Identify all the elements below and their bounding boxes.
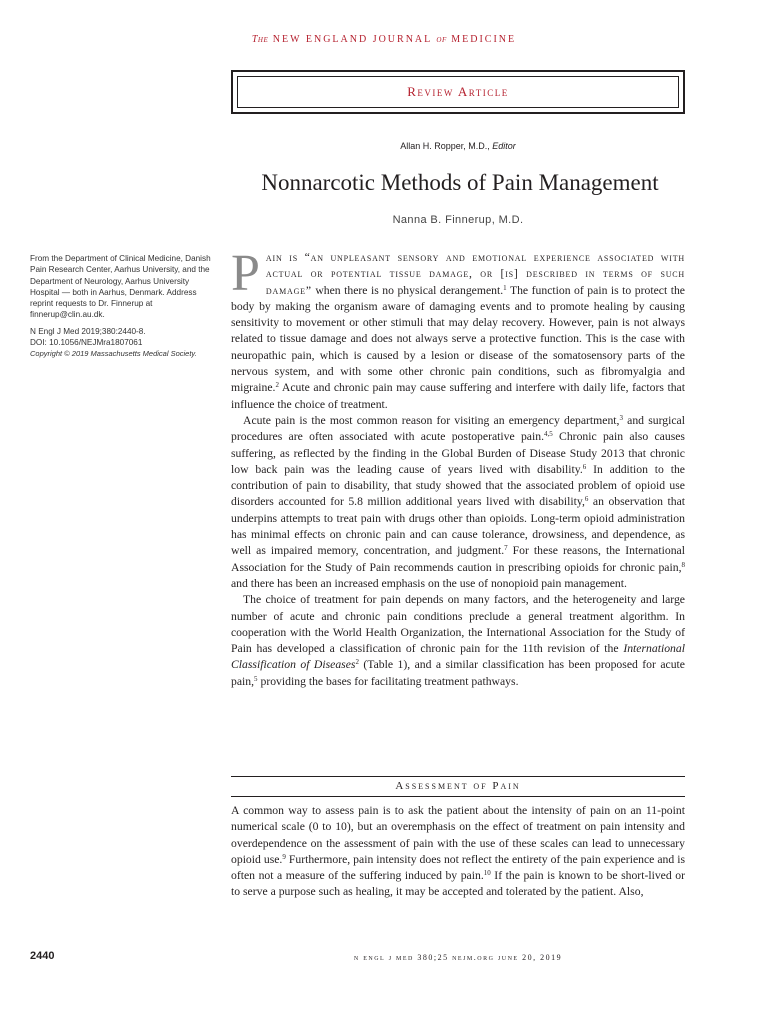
reference-link[interactable]: 3 (619, 413, 623, 422)
reference-link[interactable]: 2 (275, 381, 279, 390)
copyright-text: Copyright © 2019 Massachusetts Medical Society. (30, 349, 197, 359)
reference-link[interactable]: 2 (355, 658, 359, 667)
running-footer: n engl j med 380;25 nejm.org june 20, 2019 (353, 953, 563, 962)
journal-name-end: MEDICINE (451, 34, 517, 45)
article-author: Nanna B. Finnerup, M.D. (392, 214, 524, 226)
reference-link[interactable]: 7 (504, 544, 508, 553)
reference-link[interactable]: 9 (282, 852, 286, 861)
journal-of: of (436, 34, 447, 45)
author-affiliation-sidebar (30, 253, 212, 360)
article-body (231, 245, 685, 690)
reference-link[interactable]: 6 (582, 462, 587, 471)
editor-role: Editor (492, 141, 516, 151)
section-body (231, 803, 685, 901)
reference-link[interactable]: 6 (584, 495, 589, 504)
drop-cap: P (231, 245, 260, 302)
article-title: Nonnarcotic Methods of Pain Management (261, 170, 659, 195)
lead-text: ain is “an unpleasant sensory and emotional experience associated with actual or potential tissue damage, or [is] described in terms of such damage” (265, 251, 685, 297)
affiliation-text: From the Department of Clinical Medicine, Danish Pain Research Center, Aarhus University, and the Department of Neurology, Aarhus University Hospital — both in Aarhus, Denmark. Address reprint requests to Dr. Finnerup at finnerup@clin.au.dk. (30, 254, 211, 320)
reference-link[interactable]: 1 (503, 283, 507, 292)
icd-title: International Classification of Diseases (231, 642, 685, 672)
paragraph-treatment-choice: The choice of treatment for pain depends on many factors, and the heterogeneity and large number of acute and chronic pain conditions preclude a general treatment algorithm. In cooperation with the World Health Organization, the International Association for the Study of Pain has developed a classification of chronic pain for the 11th revision of the International Classification of Diseases$^2$ (Table 1), and a similar classification has been proposed for acute pain,$^5$ providing the bases for facilitating treatment pathways. (231, 593, 685, 688)
doi-link[interactable]: DOI: 10.1056/NEJMra1807061 (30, 338, 143, 348)
reference-link[interactable]: 4,5 (544, 430, 553, 439)
paragraph-acute-pain: Acute pain is the most common reason for visiting an emergency department,$^3$ and surgical procedures are often associated with acute postoperative pain.$^{4,5}$ Chronic pain also causes suffering, as reflected by the finding in the Global Burden of Disease Study 2013 that chronic low back pain was the leading cause of years lived with disability.$^6$ In addition to the contribution of pain to disability, that study showed that the associated problem of opioid use disorders accounted for 5.8 million additional years lived with disability,$^6$ an observation that underpins attempts to treat pain with drugs other than opioids. Long-term opioid administration has minimal effects on chronic pain and can cause tolerance, drowsiness, and dependence, as well as impaired memory, concentration, and judgment.$^7$ For these reasons, the International Association for the Study of Pain recommends caution in prescribing opioids for chronic pain,$^8$ and there has been an increased emphasis on the use of nonopioid pain management. (231, 413, 685, 590)
editor-line (231, 141, 685, 151)
journal-masthead (0, 34, 768, 45)
paragraph-assessment: A common way to assess pain is to ask the patient about the intensity of pain on an 11-point numerical scale (0 to 10), but an overemphasis on the effect of treatment on pain intensity and overdependence on the assessment of pain with the use of these scales can lead to unnecessary opioid use.$^9$ Furthermore, pain intensity does not reflect the entirety of the pain experience and is often not a measure of the suffering induced by pain.$^{10}$ If the pain is known to be short-lived or to serve a purpose such as healing, it may be accepted and tolerated by the patient. Also, (231, 804, 685, 899)
reference-link[interactable]: 10 (483, 869, 491, 878)
editor-name: Allan H. Ropper, M.D., (400, 141, 490, 151)
article-type-banner (231, 70, 685, 114)
section-heading: Assessment of Pain (231, 776, 685, 797)
journal-prefix: The (251, 34, 269, 45)
reference-link[interactable]: 8 (681, 560, 685, 569)
citation-text: N Engl J Med 2019;380:2440-8. (30, 326, 146, 336)
reference-link[interactable]: 5 (254, 674, 258, 683)
paragraph-intro: Pain is “an unpleasant sensory and emotional experience associated with actual or potential tissue damage, or [is] described in terms of such damage” when there is no physical derangement.$^1$ The function of pain is to protect the body by making the organism aware of damaging events and to promote healing by causing sensitivity to movement or other stimuli that may delay recovery. However, pain is not always related to tissue damage and does not always serve a protective function. This is the case with neuropathic pain, which is caused by a lesion or disease of the somatosensory parts of the nervous system, and with some other chronic pain conditions, such as fibromyalgia and migraine.$^2$ Acute and chronic pain may cause suffering and interfere with daily life, factors that influence the choice of treatment. (231, 245, 685, 411)
journal-name: NEW ENGLAND JOURNAL (272, 34, 432, 45)
page-number: 2440 (30, 950, 55, 962)
article-type-label: Review Article (237, 76, 679, 108)
